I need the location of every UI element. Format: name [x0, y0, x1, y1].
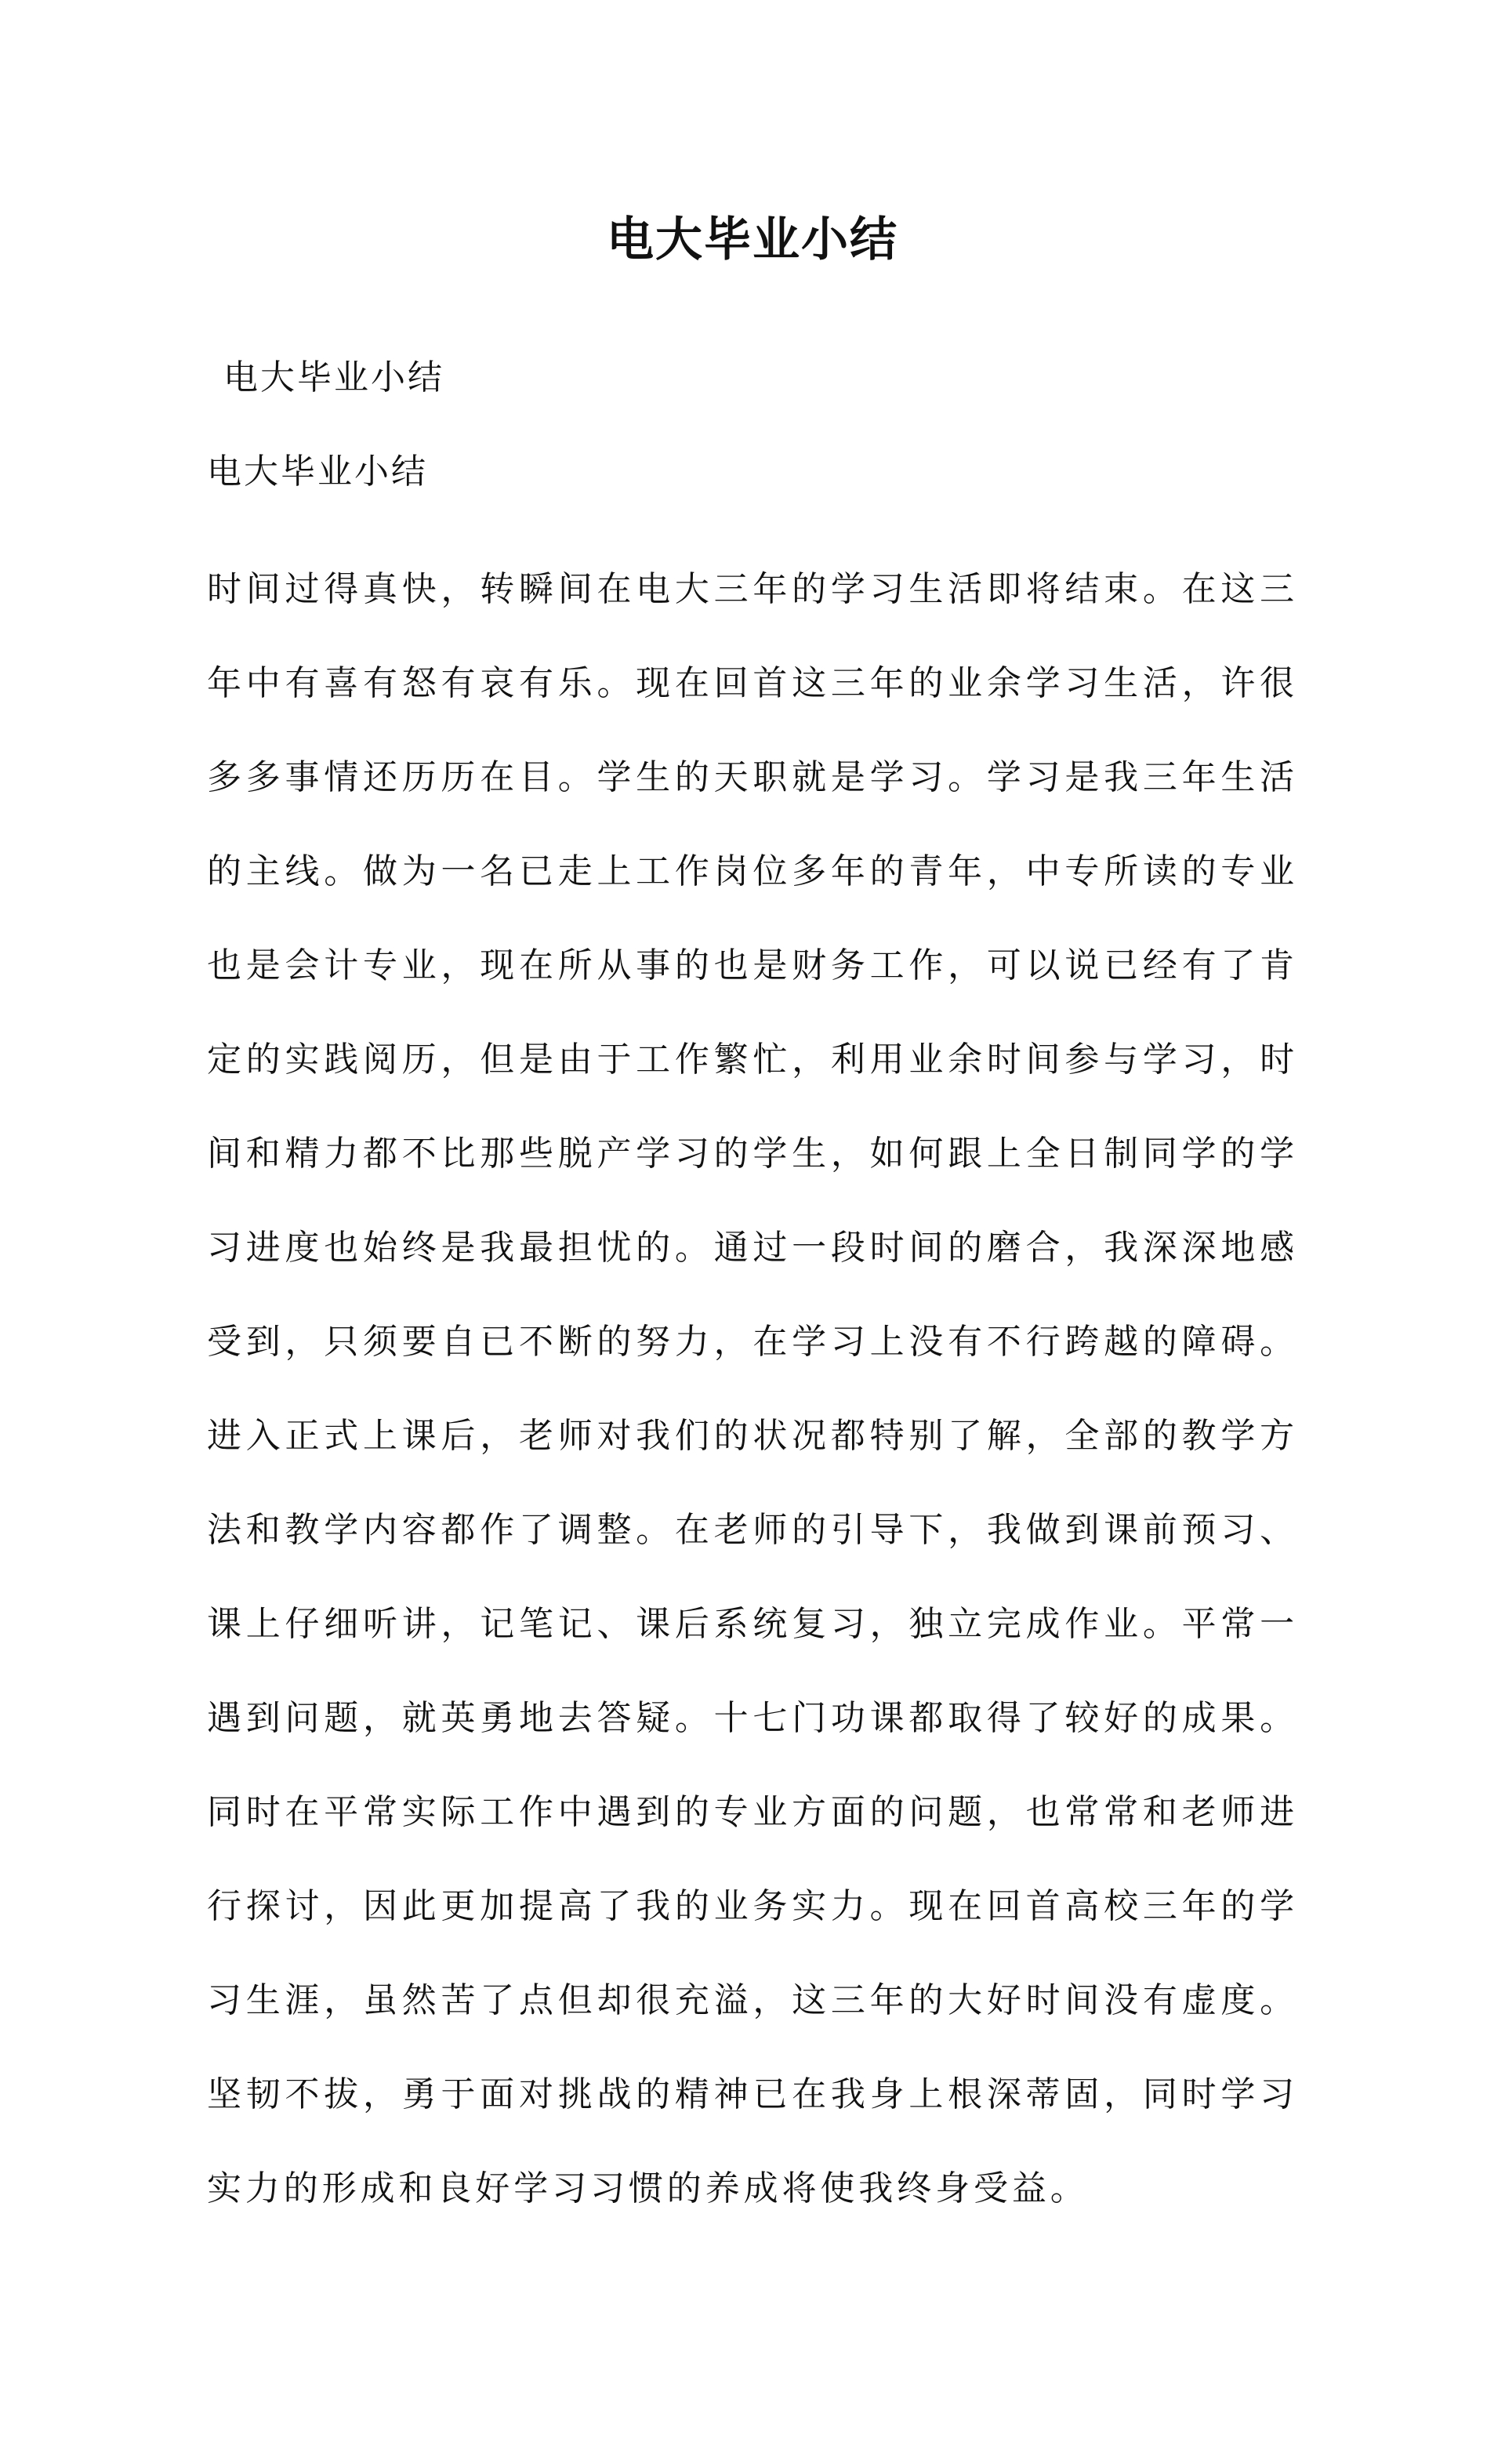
body-paragraph: 时间过得真快，转瞬间在电大三年的学习生活即将结束。在这三年中有喜有怒有哀有乐。现在回首这三年的业余学习生活，许很多多事情还历历在目。学生的天职就是学习。学习是我三年生活的主线。做为一名已走上工作岗位多年的青年，中专所读的专业也是会计专业，现在所从事的也是财务工作，可以说已经有了肯定的实践阅历，但是由于工作繁忙，利用业余时间参与学习，时间和精力都不比那些脱产学习的学生，如何跟上全日制同学的学习进度也始终是我最担忧的。通过一段时间的磨合，我深深地感受到，只须要自已不断的努力，在学习上没有不行跨越的障碍。进入正式上课后，老师对我们的状况都特别了解，全部的教学方法和教学内容都作了调整。在老师的引导下，我做到课前预习、课上仔细听讲，记笔记、课后系统复习，独立完成作业。平常一遇到问题，就英勇地去答疑。十七门功课都取得了较好的成果。同时在平常实际工作中遇到的专业方面的问题，也常常和老师进行探讨，因此更加提高了我的业务实力。现在回首高校三年的学习生涯，虽然苦了点但却很充溢，这三年的大好时间没有虚度。坚韧不拔，勇于面对挑战的精神已在我身上根深蒂固，同时学习实力的形成和良好学习习惯的养成将使我终身受益。: [207, 569, 1298, 2208]
section-heading: 电大毕业小结: [207, 452, 428, 492]
document-title: 电大毕业小结: [607, 212, 898, 267]
section-heading-indented: 电大毕业小结: [223, 357, 444, 397]
